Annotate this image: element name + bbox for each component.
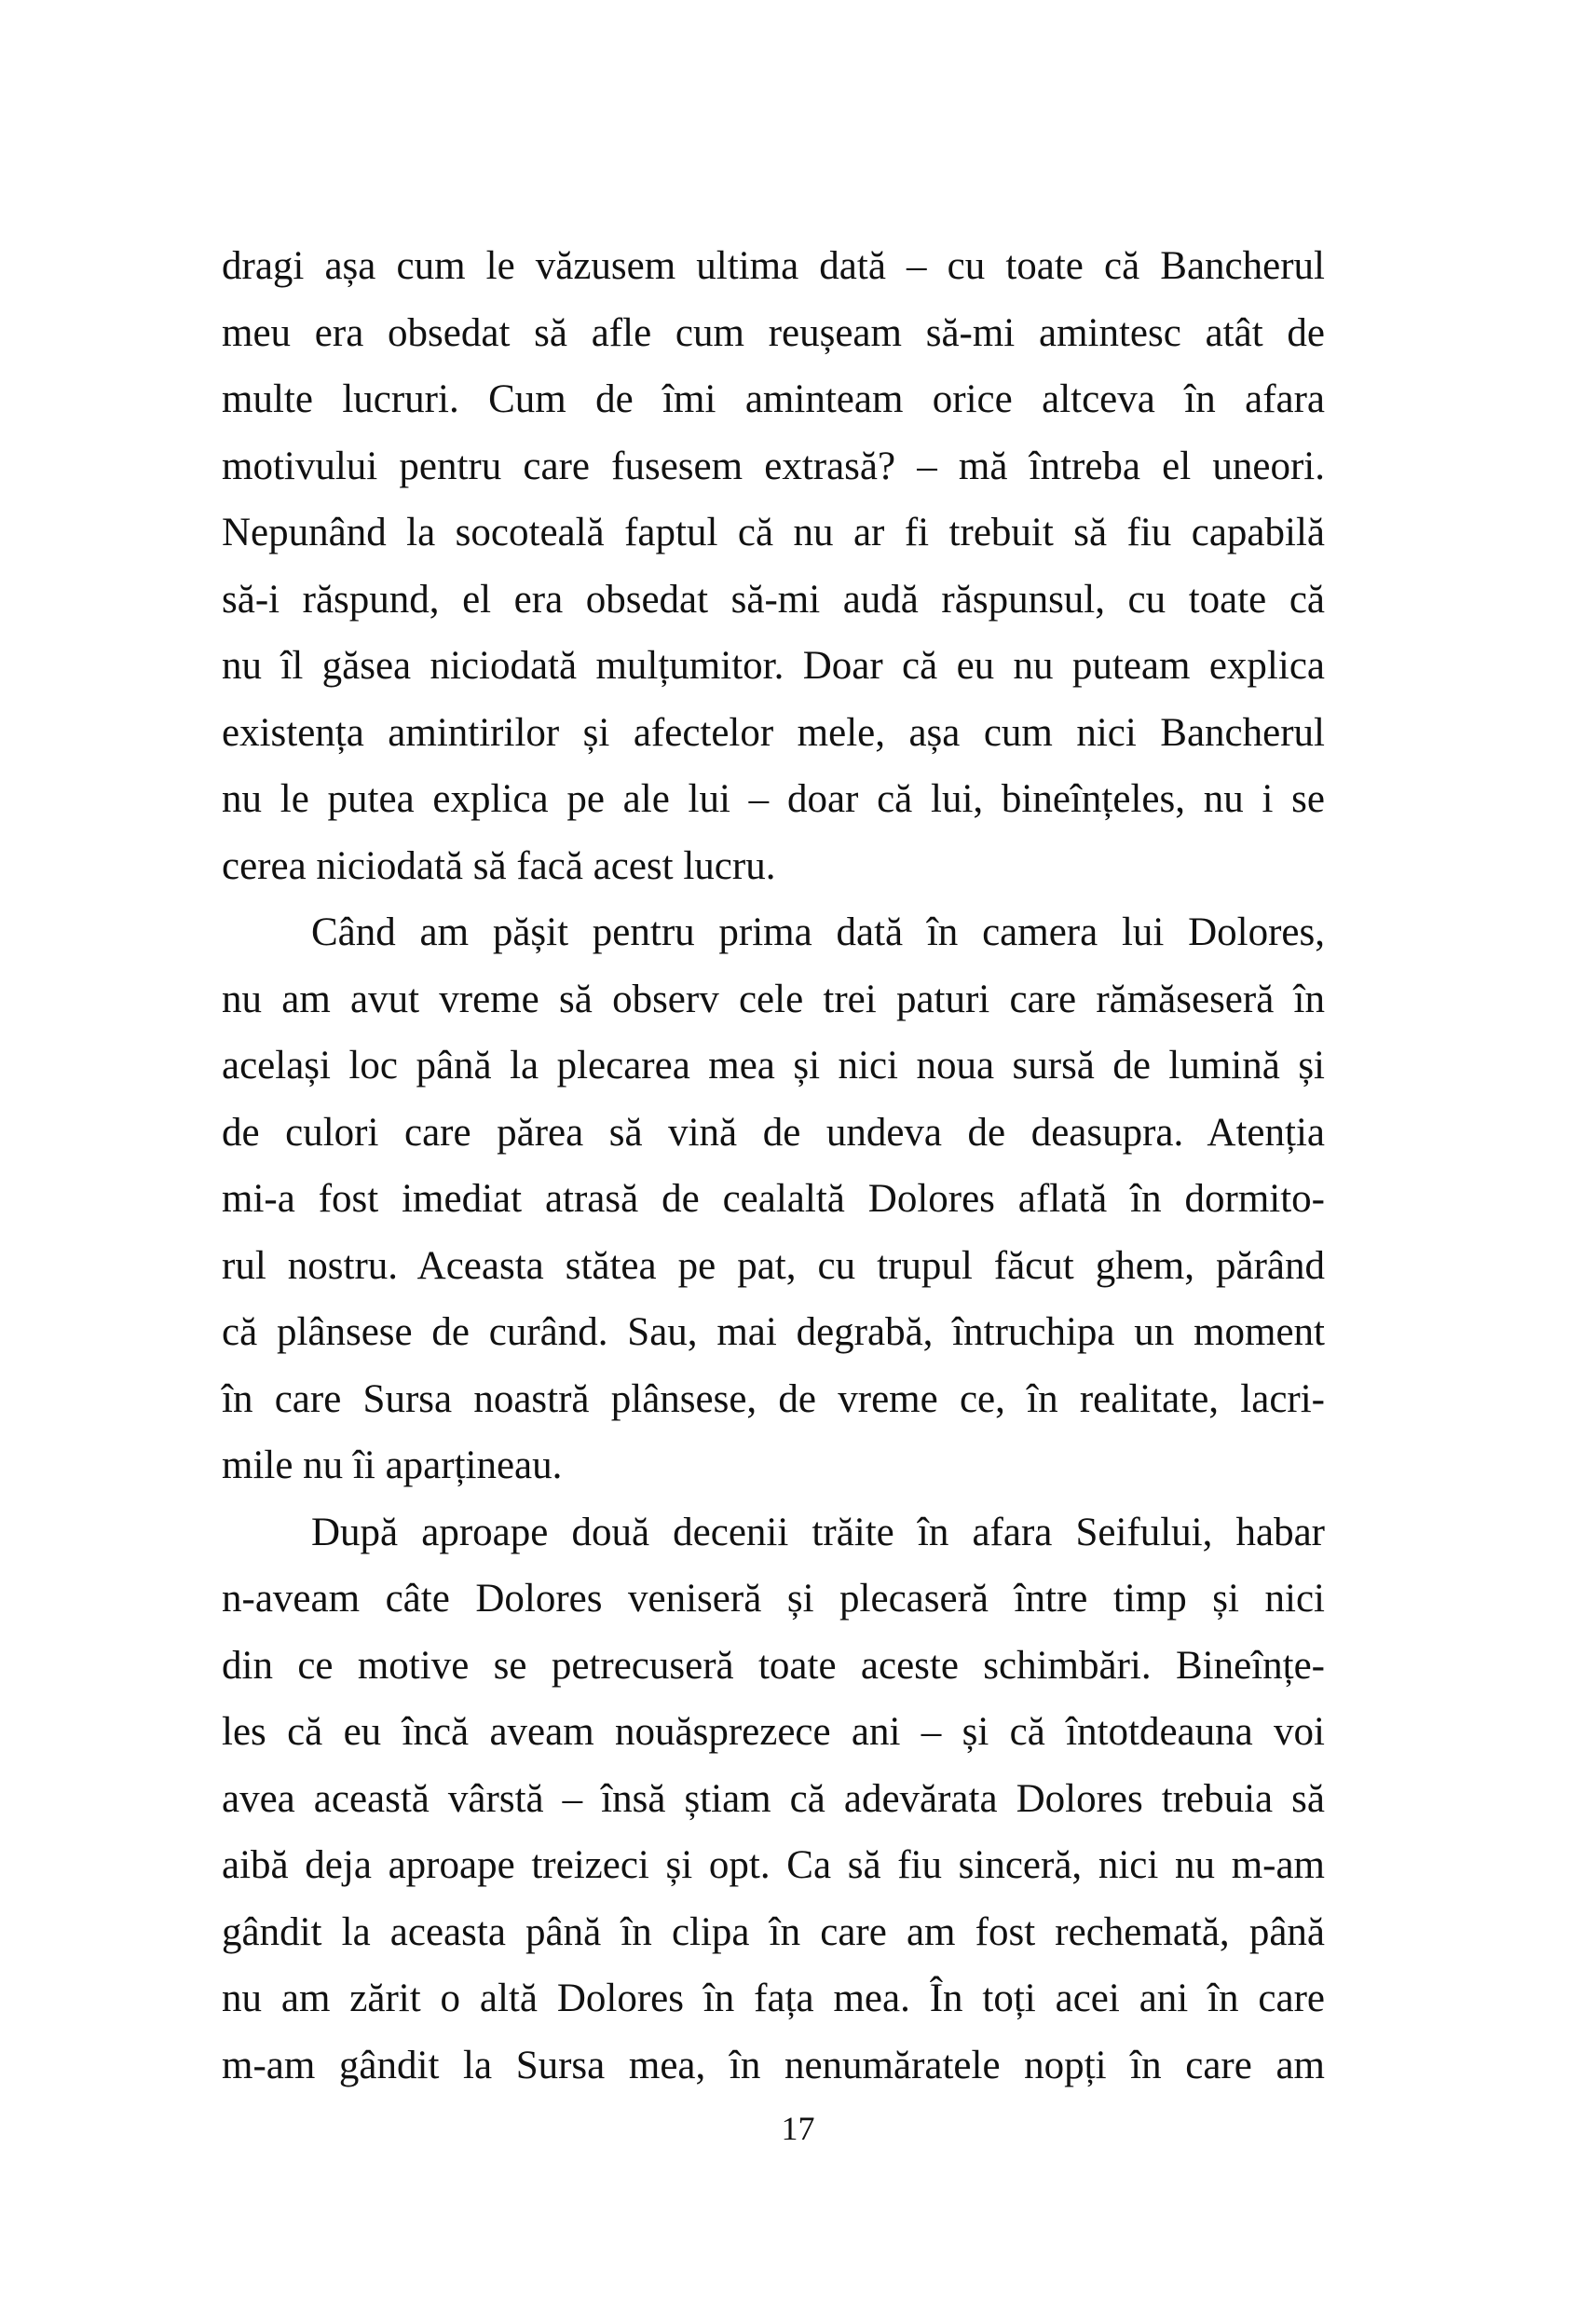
text-line: n-aveam câte Dolores veniseră și plecaseră între timp și nici bbox=[222, 1577, 1325, 1621]
text-line: nu îl găsea niciodată mulțumitor. Doar că eu nu puteam explica bbox=[222, 644, 1325, 688]
paragraph-first-line: Când am pășit pentru prima dată în camera lui Dolores, bbox=[311, 910, 1325, 954]
text-line: gândit la aceasta până în clipa în care am fost rechemată, până bbox=[222, 1909, 1325, 1954]
text-line: să-i răspund, el era obsedat să-mi audă răspunsul, cu toate că bbox=[222, 577, 1325, 622]
text-line: m-am gândit la Sursa mea, în nenumăratele nopți în care am bbox=[222, 2043, 1325, 2087]
text-line: mi-a fost imediat atrasă de cealaltă Dolores aflată în dormito- bbox=[222, 1177, 1325, 1221]
text-line: că plânsese de curând. Sau, mai degrabă, întruchipa un moment bbox=[222, 1310, 1325, 1354]
text-line: cerea niciodată să facă acest lucru. bbox=[222, 843, 776, 888]
text-line: nu le putea explica pe ale lui – doar că lui, bineînțeles, nu i se bbox=[222, 777, 1325, 821]
text-line: dragi așa cum le văzusem ultima dată – cu toate că Bancherul bbox=[222, 244, 1325, 288]
text-line: existența amintirilor și afectelor mele, așa cum nici Bancherul bbox=[222, 710, 1325, 755]
text-line: nu am zărit o altă Dolores în fața mea. În toți acei ani în care bbox=[222, 1977, 1325, 2020]
text-line: motivului pentru care fusesem extrasă? – mă întreba el uneori. bbox=[222, 444, 1325, 488]
text-line: les că eu încă aveam nouăsprezece ani – și că întotdeauna voi bbox=[222, 1710, 1325, 1754]
paragraph-first-line: După aproape două decenii trăite în afara Seifului, habar bbox=[311, 1510, 1325, 1554]
text-line: din ce motive se petrecuseră toate aceste schimbări. Bineînțe- bbox=[222, 1643, 1325, 1688]
text-line: Nepunând la socoteală faptul că nu ar fi trebuit să fiu capabilă bbox=[222, 511, 1325, 554]
text-line: același loc până la plecarea mea și nici noua sursă de lumină și bbox=[222, 1044, 1325, 1088]
text-line: multe lucruri. Cum de îmi aminteam orice altceva în afara bbox=[222, 377, 1325, 421]
text-line: nu am avut vreme să observ cele trei paturi care rămăseseră în bbox=[222, 977, 1325, 1021]
text-line: de culori care părea să vină de undeva de deasupra. Atenția bbox=[222, 1110, 1325, 1155]
body-text bbox=[222, 233, 1325, 2099]
page-number: 17 bbox=[781, 2110, 815, 2147]
text-line: aibă deja aproape treizeci și opt. Ca să fiu sinceră, nici nu m-am bbox=[222, 1843, 1325, 1887]
text-line: mile nu îi aparțineau. bbox=[222, 1443, 563, 1487]
text-line: în care Sursa noastră plânsese, de vreme ce, în realitate, lacri- bbox=[222, 1376, 1325, 1421]
text-line: rul nostru. Aceasta stătea pe pat, cu trupul făcut ghem, părând bbox=[222, 1243, 1325, 1288]
text-line: meu era obsedat să afle cum reușeam să-mi amintesc atât de bbox=[222, 310, 1325, 355]
text-line: avea această vârstă – însă știam că adevărata Dolores trebuia să bbox=[222, 1776, 1325, 1821]
